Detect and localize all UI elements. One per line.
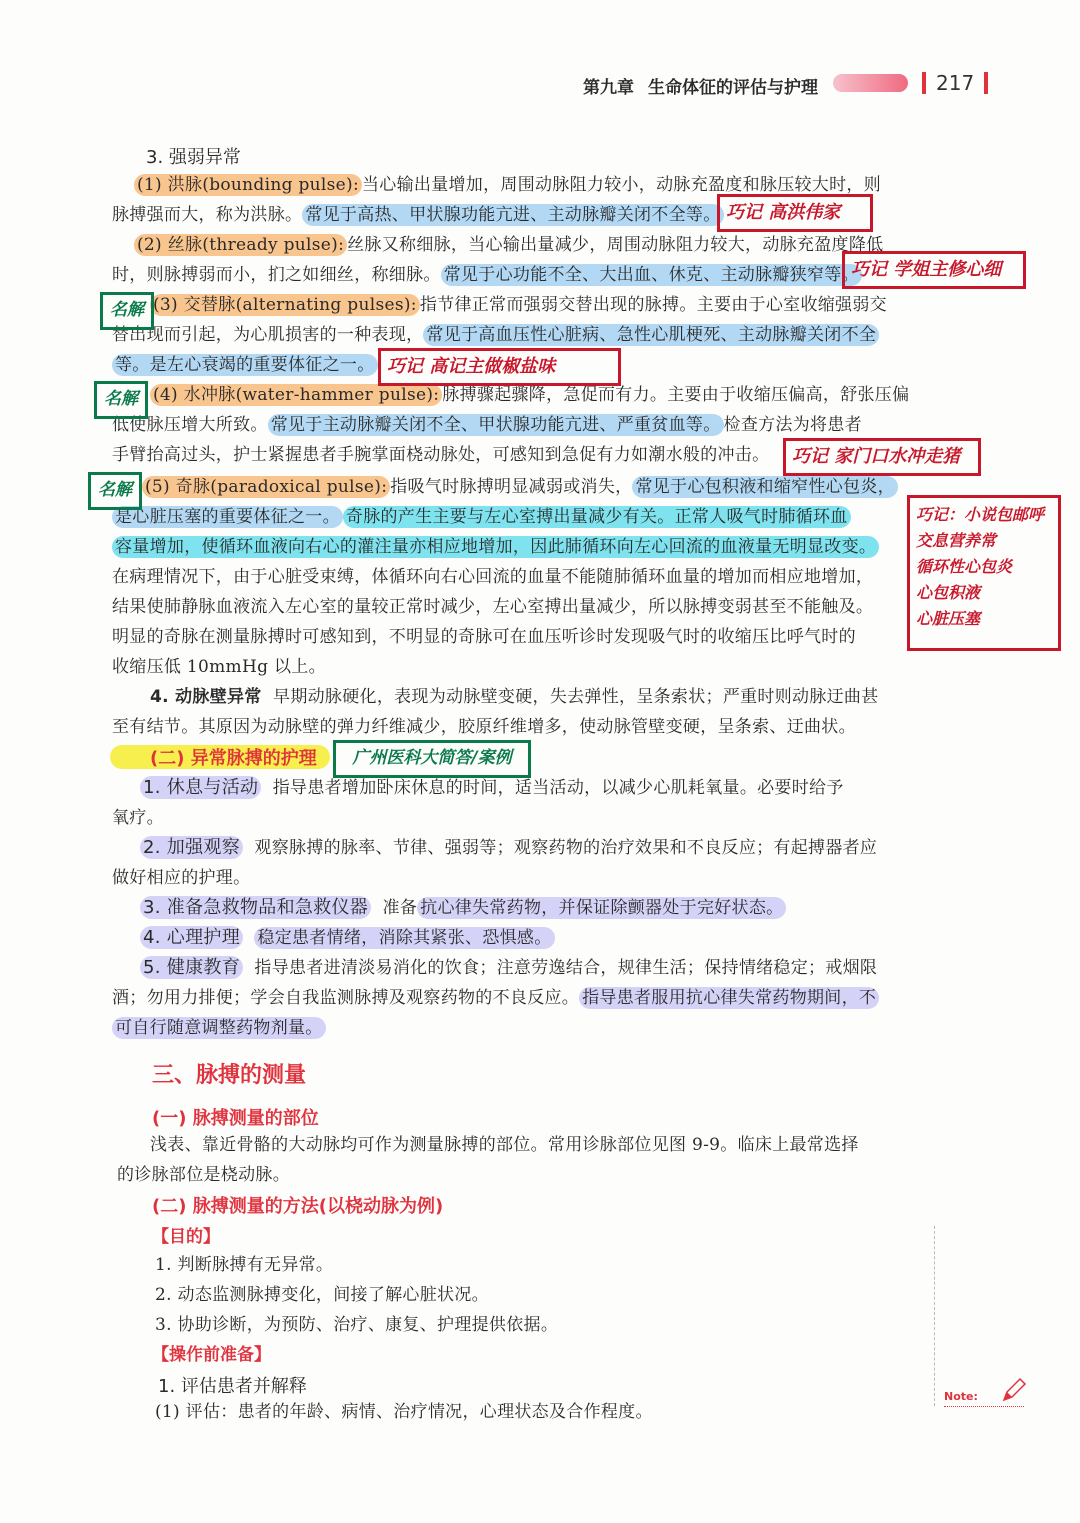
measure-sub1-title: (一) 脉搏测量的部位: [152, 1108, 319, 1129]
chapter-label: 第九章: [583, 78, 634, 98]
chapter-title: 生命体征的评估与护理: [648, 78, 818, 98]
text-line: 早期动脉硬化，表现为动脉壁变硬，失去弹性，呈条索状；严重时则动脉迂曲甚: [273, 687, 879, 707]
text-line: 在病理情况下，由于心脏受束缚，体循环向右心回流的血量不能随肺循环血量的增加而相应地增加，: [112, 567, 874, 587]
care-item-1-title: 1. 休息与活动: [140, 776, 261, 799]
highlight-text: 可自行随意调整药物剂量。: [112, 1017, 326, 1039]
highlight-text: 奇脉的产生主要与左心室搏出量减少有关。正常人吸气时肺循环血: [343, 506, 851, 528]
page-number: 217: [936, 71, 975, 95]
care-item-2-title: 2. 加强观察: [140, 836, 243, 859]
mnemonic-line: 循环性心包炎: [916, 557, 1013, 576]
mnemonic-note-2: 巧记 学姐主修心细: [842, 251, 1026, 289]
section-4-title: 4. 动脉壁异常: [150, 687, 262, 707]
care-section-title: (二) 异常脉搏的护理: [150, 748, 317, 769]
mnemonic-line: 巧记：小说包邮呼: [916, 505, 1045, 524]
text-line: 做好相应的护理。: [112, 868, 251, 888]
highlight-text: 稳定患者情绪，消除其紧张、恐惧感。: [254, 927, 554, 949]
text-line: 时，则脉搏弱而小，扪之如细丝，称细脉。: [112, 265, 441, 285]
highlight-text: 常见于主动脉瓣关闭不全、甲状腺功能亢进、严重贫血等。: [268, 414, 724, 436]
text-line: 的诊脉部位是桡动脉。: [117, 1165, 290, 1185]
text-line: 观察脉搏的脉率、节律、强弱等；观察药物的治疗效果和不良反应；有起搏器者应: [254, 838, 878, 858]
measure-section-title: 三、脉搏的测量: [152, 1063, 307, 1088]
text-line: 酒；勿用力排便；学会自我监测脉搏及观察药物的不良反应。: [112, 988, 580, 1008]
mnemonic-note-3: 巧记 高记主做椒盐味: [378, 348, 621, 386]
text-line: 丝脉又称细脉，当心输出量减少，周围动脉阻力较大，动脉充盈度降低: [347, 235, 884, 255]
mnemonic-note-1: 巧记 高洪伟家: [717, 194, 873, 232]
text-line: 指节律正常而强弱交替出现的脉搏。主要由于心室收缩强弱交: [419, 295, 887, 315]
text-line: (1) 评估：患者的年龄、病情、治疗情况，心理状态及合作程度。: [155, 1402, 653, 1422]
list-item: 1. 判断脉搏有无异常。: [155, 1255, 334, 1275]
note-line: [944, 1406, 1024, 1407]
exam-tag: 广州医科大简答/案例: [333, 740, 531, 778]
highlight-text: 常见于高血压性心脏病、急性心肌梗死、主动脉瓣关闭不全: [423, 324, 879, 346]
pencil-icon: [1000, 1376, 1028, 1404]
header-bar-right: [984, 72, 988, 94]
text-line: 明显的奇脉在测量脉搏时可感知到，不明显的奇脉可在血压听诊时发现吸气时的收缩压比呼气时的: [112, 627, 856, 647]
term-tag-3: 名解: [88, 472, 142, 510]
care-item-3-title: 3. 准备急救物品和急救仪器: [140, 896, 371, 919]
list-item: 2. 动态监测脉搏变化，间接了解心脏状况。: [155, 1285, 489, 1305]
purpose-title: 【目的】: [152, 1227, 220, 1247]
text-line: 指导患者增加卧床休息的时间，适当活动，以减少心肌耗氧量。必要时给予: [272, 778, 844, 798]
highlight-text: 常见于心功能不全、大出血、休克、主动脉瓣狭窄等。: [441, 264, 862, 286]
highlight-text: 容量增加，使循环血液向右心的灌注量亦相应地增加，因此肺循环向左心回流的血液量无明显改变。: [112, 536, 879, 558]
text-line: 当心输出量增加，周围动脉阻力较小，动脉充盈度和脉压较大时，则: [362, 175, 881, 195]
text-line: 结果使肺静脉血液流入左心室的量较正常时减少，左心室搏出量减少，所以脉搏变弱甚至不能触及。: [112, 597, 874, 617]
note-label: Note:: [944, 1390, 978, 1403]
highlight-text: 常见于高热、甲状腺功能亢进、主动脉瓣关闭不全等。: [302, 204, 723, 226]
section-3-title: 3. 强弱异常: [146, 147, 241, 168]
highlight-text: 等。是左心衰竭的重要体征之一。: [112, 354, 378, 376]
text-line: 手臂抬高过头，护士紧握患者手腕掌面桡动脉处，可感知到急促有力如潮水般的冲击。: [112, 445, 770, 465]
highlight-text: 是心脏压塞的重要体征之一。: [112, 506, 343, 528]
header-bar-left: [922, 72, 926, 94]
thready-pulse-label: (2) 丝脉(thready pulse):: [134, 234, 347, 256]
prep-title: 【操作前准备】: [152, 1345, 271, 1365]
text-line: 指吸气时脉搏明显减弱或消失，: [390, 477, 633, 497]
text-line: 指导患者进清淡易消化的饮食；注意劳逸结合，规律生活；保持情绪稳定；戒烟限: [254, 958, 878, 978]
highlight-text: 指导患者服用抗心律失常药物期间，不: [579, 987, 879, 1009]
prep-subtitle: 1. 评估患者并解释: [158, 1376, 307, 1397]
text-line: 低使脉压增大所致。: [112, 415, 268, 435]
water-hammer-pulse-label: (4) 水冲脉(water-hammer pulse):: [150, 384, 442, 406]
mnemonic-line: 心脏压塞: [916, 609, 981, 628]
bounding-pulse-label: (1) 洪脉(bounding pulse):: [134, 174, 362, 196]
care-item-5-title: 5. 健康教育: [140, 956, 243, 979]
text-line: 替出现而引起，为心肌损害的一种表现，: [112, 325, 424, 345]
measure-sub2-title: (二) 脉搏测量的方法(以桡动脉为例): [152, 1196, 444, 1217]
term-tag-1: 名解: [100, 292, 154, 330]
highlight-text: 抗心律失常药物，并保证除颤器处于完好状态。: [417, 897, 786, 919]
text-line: 至有结节。其原因为动脉壁的弹力纤维减少，胶原纤维增多，使动脉管壁变硬，呈条索、迂曲状。: [112, 717, 856, 737]
care-item-4-title: 4. 心理护理: [140, 926, 243, 949]
text-line: 收缩压低 10mmHg 以上。: [112, 657, 326, 677]
text-line: 检查方法为将患者: [723, 415, 862, 435]
mnemonic-line: 心包积液: [916, 583, 981, 602]
term-tag-2: 名解: [94, 381, 148, 419]
mnemonic-note-5: [907, 495, 1061, 651]
mnemonic-note-4: 巧记 家门口水冲走猪: [783, 438, 981, 476]
text-line: 氧疗。: [112, 808, 164, 828]
alternating-pulse-label: (3) 交替脉(alternating pulses):: [150, 294, 420, 316]
paradoxical-pulse-label: (5) 奇脉(paradoxical pulse):: [142, 476, 390, 498]
list-item: 3. 协助诊断，为预防、治疗、康复、护理提供依据。: [155, 1315, 559, 1335]
text-line: 脉搏强而大，称为洪脉。: [112, 205, 303, 225]
highlight-text: 常见于心包积液和缩窄性心包炎，: [632, 476, 898, 498]
mnemonic-line: 交息营养常: [916, 531, 997, 550]
note-divider: [934, 1226, 936, 1406]
header-decoration: [833, 74, 908, 92]
text-line: 脉搏骤起骤降，急促而有力。主要由于收缩压偏高，舒张压偏: [442, 385, 910, 405]
text-line: 浅表、靠近骨骼的大动脉均可作为测量脉搏的部位。常用诊脉部位见图 9-9。临床上最常选择: [150, 1135, 859, 1155]
text-line: 准备: [382, 898, 418, 918]
